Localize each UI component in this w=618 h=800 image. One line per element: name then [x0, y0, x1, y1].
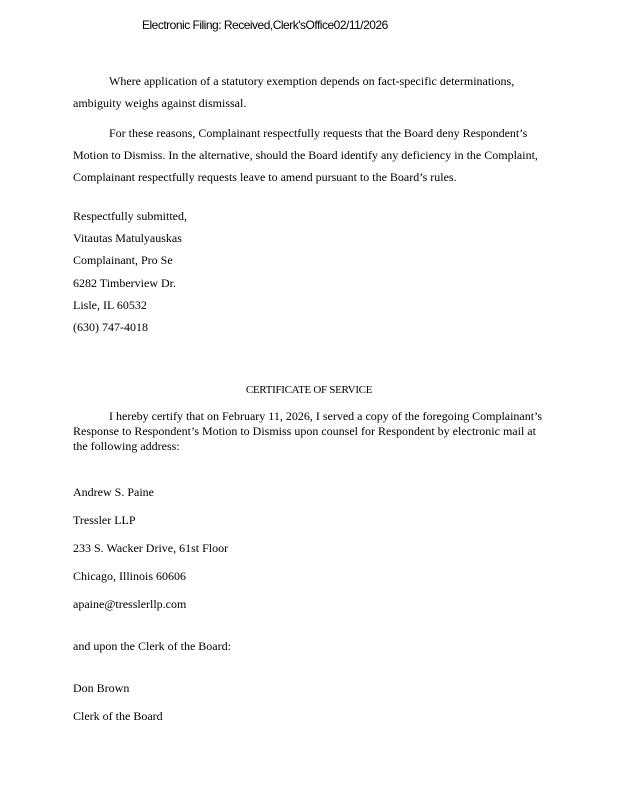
paragraph-request-relief — [73, 122, 553, 188]
clerk-intro: and upon the Clerk of the Board: — [73, 639, 231, 653]
counsel-street: 233 S. Wacker Drive, 61st Floor — [73, 541, 229, 555]
signature-name: Vitautas Matulyauskas — [73, 231, 182, 245]
counsel-firm: Tressler LLP — [73, 513, 136, 527]
signature-city: Lisle, IL 60532 — [73, 298, 147, 312]
clerk-title: Clerk of the Board — [73, 709, 163, 723]
paragraph-request-relief-text: For these reasons, Complainant respectfully requests that the Board deny Respondent’s Motion to Dismiss. In the alternative, should the Board identify any deficiency in the Complaint, Complainant respectfully requests leave to amend pursuant to the Board’s rules. — [73, 126, 538, 184]
paragraph-statutory-exemption-text: Where application of a statutory exemption depends on fact-specific determinations, ambiguity weighs against dismissal. — [73, 74, 515, 110]
clerk-name: Don Brown — [73, 681, 130, 695]
paragraph-statutory-exemption — [73, 70, 553, 114]
counsel-city: Chicago, Illinois 60606 — [73, 569, 186, 583]
signature-street: 6282 Timberview Dr. — [73, 276, 177, 290]
counsel-email: apaine@tresslerllp.com — [73, 597, 187, 611]
signature-role: Complainant, Pro Se — [73, 253, 173, 267]
certificate-title: CERTIFICATE OF SERVICE — [245, 384, 373, 396]
certificate-paragraph-text: I hereby certify that on February 11, 2026, I served a copy of the foregoing Complainant’s Response to Respondent’s Motion to Dismiss upon counsel for Respondent by electronic mail at the following address: — [73, 409, 543, 453]
counsel-name: Andrew S. Paine — [73, 485, 154, 499]
signature-phone: (630) 747-4018 — [73, 320, 148, 334]
certificate-paragraph — [73, 409, 553, 454]
filing-stamp: Electronic Filing: Received,Clerk'sOffice02/11/2026 — [142, 18, 388, 32]
signature-closing: Respectfully submitted, — [73, 209, 187, 223]
